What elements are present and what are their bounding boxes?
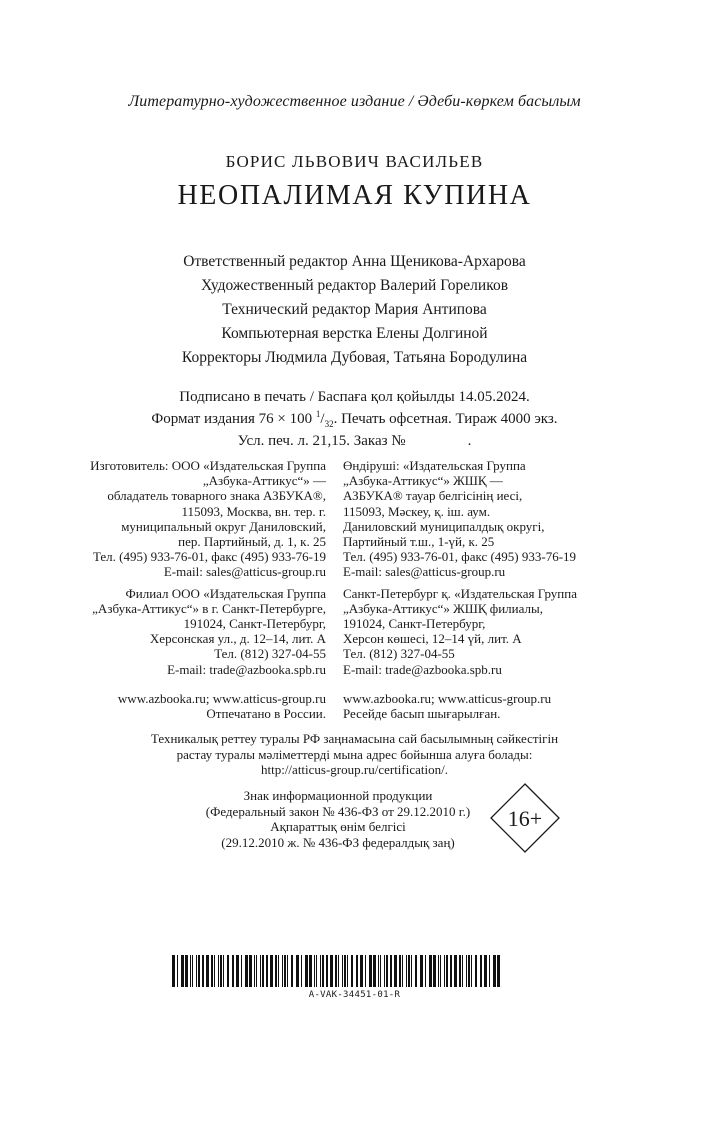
barcode-bar xyxy=(484,955,487,987)
barcode-bar xyxy=(309,955,312,987)
barcode-bar xyxy=(181,955,184,987)
barcode-bar xyxy=(378,955,379,987)
barcode-bar xyxy=(338,955,339,987)
format-line xyxy=(0,406,709,433)
info-sign-line: (29.12.2010 ж. № 436-ФЗ федералдық заң) xyxy=(221,834,455,850)
format-slash: / xyxy=(320,411,325,427)
barcode-bar xyxy=(468,955,470,987)
format-den: 32 xyxy=(324,419,334,429)
branch-ru-line: Филиал ООО «Издательская Группа xyxy=(125,585,326,601)
barcode-bar xyxy=(314,955,315,987)
barcode-bar xyxy=(380,955,381,987)
barcode-text: A-VAK-34451-01-R xyxy=(308,990,401,1000)
barcode-bar xyxy=(245,955,248,987)
barcode-bar xyxy=(291,955,293,987)
print-info xyxy=(0,389,709,450)
barcode-bar xyxy=(320,955,321,987)
barcode-bar xyxy=(316,955,317,987)
barcode-bar xyxy=(459,955,461,987)
barcode-bar xyxy=(347,955,348,987)
tech-line: растау туралы мәліметтерді мына адрес бойынша алуға болады: xyxy=(176,746,533,762)
barcode-bar xyxy=(322,955,324,987)
staff-line: Компьютерная верстка Елены Долгиной xyxy=(221,325,488,342)
edition-type: Литературно-художественное издание / Әдеби-көркем басылым xyxy=(128,93,581,110)
barcode-bar xyxy=(402,955,403,987)
manufacturer-ru-line: E-mail: sales@atticus-group.ru xyxy=(163,564,326,580)
barcode xyxy=(172,955,502,987)
barcode-bar xyxy=(282,955,283,987)
barcode-bar xyxy=(365,955,366,987)
printed-ru: Отпечатано в России. xyxy=(206,706,326,722)
barcode-bar xyxy=(185,955,188,987)
manufacturer-ru xyxy=(60,458,326,721)
barcode-bar xyxy=(177,955,178,987)
barcode-bar xyxy=(386,955,388,987)
barcode-bar xyxy=(326,955,328,987)
sheets-text: Усл. печ. л. 21,15. Заказ № xyxy=(237,433,406,449)
barcode-bar xyxy=(198,955,200,987)
barcode-bar xyxy=(270,955,273,987)
branch-kz-line: Херсон көшесі, 12–14 үй, лит. А xyxy=(343,631,522,647)
barcode-bar xyxy=(408,955,410,987)
barcode-bar xyxy=(305,955,308,987)
barcode-bar xyxy=(497,955,500,987)
barcode-bar xyxy=(220,955,222,987)
barcode-bar xyxy=(471,955,472,987)
barcode-bar xyxy=(384,955,385,987)
barcode-bar xyxy=(462,955,463,987)
barcode-bar xyxy=(218,955,219,987)
barcode-bar xyxy=(330,955,333,987)
branch-ru-line: Херсонская ул., д. 12–14, лит. А xyxy=(149,631,326,647)
manufacturer-kz-line: „Азбука-Аттикус“» ЖШҚ — xyxy=(343,473,503,489)
barcode-bar xyxy=(356,955,358,987)
barcode-bar xyxy=(202,955,204,987)
barcode-bar xyxy=(429,955,432,987)
barcode-bar xyxy=(190,955,191,987)
printed-kz: Ресейде басып шығарылған. xyxy=(343,706,501,722)
barcode-bar xyxy=(466,955,467,987)
barcode-bar xyxy=(275,955,277,987)
branch-kz-line: E-mail: trade@azbooka.spb.ru xyxy=(343,661,502,677)
barcode-bar xyxy=(425,955,426,987)
barcode-bar xyxy=(206,955,209,987)
barcode-bar xyxy=(351,955,353,987)
manufacturer-ru-line: Изготовитель: ООО «Издательская Группа xyxy=(90,458,326,473)
info-sign-line: (Федеральный закон № 436-ФЗ от 29.12.2010 г.) xyxy=(205,803,471,819)
website-kz-line: www.azbooka.ru; www.atticus-group.ru xyxy=(343,690,552,706)
barcode-bar xyxy=(223,955,224,987)
manufacturer-ru-line: „Азбука-Аттикус“» — xyxy=(202,473,326,489)
barcode-bar xyxy=(192,955,193,987)
barcode-bar xyxy=(444,955,445,987)
barcode-bar xyxy=(493,955,496,987)
info-sign-line: Ақпараттық өнім белгісі xyxy=(270,819,406,834)
branch-kz-line: Санкт-Петербург қ. «Издательская Группа xyxy=(343,585,577,601)
branch-kz-line: „Азбука-Аттикус“» ЖШҚ филиалы, xyxy=(343,600,543,616)
manufacturer-kz-line: Партийный т.ш., 1-үй, к. 25 xyxy=(343,534,495,550)
barcode-bar xyxy=(433,955,436,987)
staff-line: Корректоры Людмила Дубовая, Татьяна Бородулина xyxy=(181,349,528,366)
barcode-bar xyxy=(227,955,229,987)
barcode-bar xyxy=(399,955,401,987)
barcode-bar xyxy=(335,955,337,987)
sheets-line xyxy=(0,433,709,450)
branch-ru xyxy=(60,586,326,677)
info-sign-line: Знак информационной продукции xyxy=(243,788,433,803)
branch-kz xyxy=(343,586,643,677)
format-prefix: Формат издания 76 × 100 xyxy=(151,411,316,427)
branch-kz-line: Тел. (812) 327-04-55 xyxy=(343,646,455,662)
info-sign xyxy=(160,788,516,850)
staff-line: Технический редактор Мария Антипова xyxy=(222,301,487,318)
websites-kz xyxy=(343,691,643,721)
barcode-bar xyxy=(394,955,397,987)
staff-list xyxy=(0,250,709,370)
manufacturer-kz-line: E-mail: sales@atticus-group.ru xyxy=(343,564,506,580)
manufacturer-ru-line: муниципальный округ Даниловский, xyxy=(121,518,326,534)
barcode-bar xyxy=(415,955,417,987)
barcode-bar xyxy=(254,955,255,987)
barcode-bar xyxy=(406,955,407,987)
branch-ru-line: „Азбука-Аттикус“» в г. Санкт-Петербурге, xyxy=(92,600,326,616)
age-rating-text: 16+ xyxy=(507,806,543,831)
branch-ru-line: 191024, Санкт-Петербург, xyxy=(183,616,326,632)
barcode-bar xyxy=(475,955,477,987)
barcode-bar xyxy=(440,955,441,987)
barcode-bar xyxy=(284,955,286,987)
certification-link: http://atticus-group.ru/certification/. xyxy=(260,762,448,777)
barcode-bar xyxy=(390,955,392,987)
barcode-bar xyxy=(287,955,288,987)
format-suffix: . Печать офсетная. Тираж 4000 экз. xyxy=(333,411,558,427)
staff-line: Ответственный редактор Анна Щеникова-Архарова xyxy=(183,253,526,270)
manufacturer-kz-line: Өндіруші: «Издательская Группа xyxy=(343,458,526,473)
barcode-bar xyxy=(373,955,376,987)
barcode-bar xyxy=(172,955,175,987)
barcode-bar xyxy=(266,955,268,987)
manufacturer-kz-line: Даниловский муниципалдық округі, xyxy=(343,518,545,534)
staff-line: Художественный редактор Валерий Гореликов xyxy=(200,277,509,294)
barcode-bar xyxy=(262,955,264,987)
barcode-bar xyxy=(489,955,490,987)
tech-line: Техникалық реттеу туралы РФ заңнамасына сай басылымның сәйкестігін xyxy=(150,731,559,746)
manufacturer-ru-line: Тел. (495) 933-76-01, факс (495) 933-76-19 xyxy=(92,549,326,565)
manufacturer-ru-line: 115093, Москва, вн. тер. г. xyxy=(181,503,326,519)
barcode-bar xyxy=(446,955,448,987)
manufacturer-kz-line: АЗБУКА® тауар белгісінің иесі, xyxy=(343,488,523,504)
barcode-bar xyxy=(420,955,423,987)
sheets-end: . xyxy=(467,433,472,449)
websites-ru xyxy=(60,691,326,721)
barcode-bar xyxy=(256,955,257,987)
barcode-bar xyxy=(369,955,372,987)
manufacturer-kz-line: 115093, Мәскеу, қ. іш. аум. xyxy=(343,503,491,519)
barcode-bar xyxy=(450,955,452,987)
author-name: БОРИС ЛЬВОВИЧ ВАСИЛЬЕВ xyxy=(225,152,484,171)
manufacturer-kz-line: Тел. (495) 933-76-01, факс (495) 933-76-19 xyxy=(343,549,577,565)
tech-regulation xyxy=(0,731,709,778)
barcode-bar xyxy=(241,955,242,987)
barcode-bar xyxy=(411,955,412,987)
format-num: 1 xyxy=(315,409,321,419)
website-ru-line: www.azbooka.ru; www.atticus-group.ru xyxy=(117,690,326,706)
barcode-bar xyxy=(301,955,302,987)
barcode-bar xyxy=(342,955,343,987)
barcode-bar xyxy=(278,955,279,987)
barcode-bar xyxy=(196,955,197,987)
barcode-bar xyxy=(236,955,239,987)
barcode-bar xyxy=(214,955,215,987)
branch-ru-line: Тел. (812) 327-04-55 xyxy=(214,646,326,662)
signed-date: Подписано в печать / Баспаға қол қойылды 14.05.2024. xyxy=(179,389,530,405)
barcode-bar xyxy=(360,955,363,987)
barcode-bar xyxy=(344,955,346,987)
branch-ru-line: E-mail: trade@azbooka.spb.ru xyxy=(167,661,326,677)
age-rating-badge xyxy=(489,782,561,854)
manufacturer-ru-line: обладатель товарного знака АЗБУКА®, xyxy=(107,488,326,504)
barcode-bar xyxy=(480,955,482,987)
barcode-bar xyxy=(232,955,234,987)
branch-kz-line: 191024, Санкт-Петербург, xyxy=(343,616,486,632)
manufacturer-ru-line: пер. Партийный, д. 1, к. 25 xyxy=(178,534,326,550)
barcode-bar xyxy=(260,955,261,987)
barcode-bar xyxy=(249,955,252,987)
barcode-bar xyxy=(296,955,299,987)
book-title: НЕОПАЛИМАЯ КУПИНА xyxy=(177,180,532,211)
barcode-bar xyxy=(438,955,439,987)
manufacturer-kz xyxy=(343,458,643,721)
barcode-bar xyxy=(211,955,213,987)
barcode-bar xyxy=(454,955,457,987)
